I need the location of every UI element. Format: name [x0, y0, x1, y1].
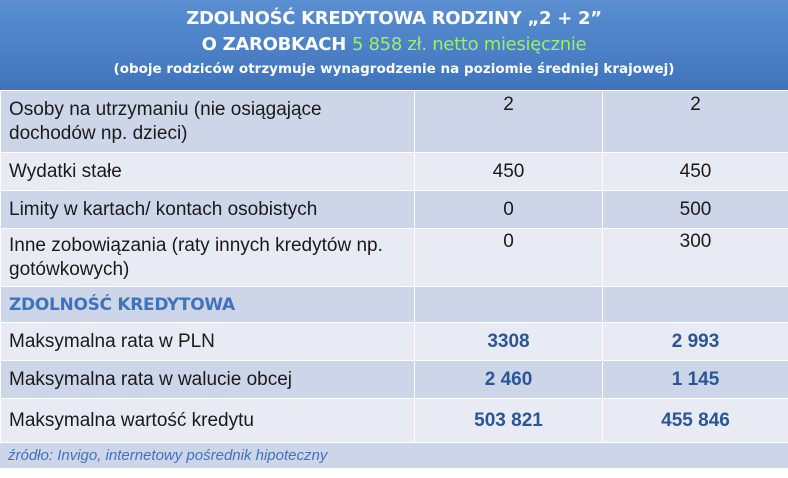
- source-note: źródło: Invigo, internetowy pośrednik hipoteczny: [0, 443, 788, 468]
- row-value-1: 503 821: [415, 399, 603, 443]
- row-value-2: 2: [603, 91, 788, 153]
- row-value-1: 3308: [415, 323, 603, 361]
- table-row: [1, 399, 788, 443]
- data-table: [0, 90, 788, 443]
- header-subtitle: [0, 32, 788, 58]
- row-value-1: 0: [415, 229, 603, 287]
- header-note: (oboje rodziców otrzymuje wynagrodzenie na poziomie średniej krajowej): [113, 61, 675, 77]
- table-row: [1, 153, 788, 191]
- header-subtitle-prefix: O ZAROBKACH: [201, 34, 346, 55]
- row-value-1: 2: [415, 91, 603, 153]
- header-title: ZDOLNOŚĆ KREDYTOWA RODZINY „2 + 2”: [186, 8, 602, 29]
- empty-cell: [415, 287, 603, 323]
- table-row: [1, 229, 788, 287]
- table-row: [1, 361, 788, 399]
- row-label: Limity w kartach/ kontach osobistych: [1, 191, 415, 229]
- table-row: [1, 191, 788, 229]
- row-label: Inne zobowiązania (raty innych kredytów np. gotówkowych): [1, 229, 415, 287]
- table-header: [0, 0, 788, 90]
- row-value-1: 0: [415, 191, 603, 229]
- row-label: Wydatki stałe: [1, 153, 415, 191]
- row-value-2: 300: [603, 229, 788, 287]
- section-label: ZDOLNOŚĆ KREDYTOWA: [1, 287, 415, 323]
- row-value-1: 450: [415, 153, 603, 191]
- row-label: Maksymalna rata w walucie obcej: [1, 361, 415, 399]
- row-value-2: 455 846: [603, 399, 788, 443]
- row-label: Maksymalna wartość kredytu: [1, 399, 415, 443]
- row-label: Osoby na utrzymaniu (nie osiągające dochodów np. dzieci): [1, 91, 415, 153]
- row-value-2: 500: [603, 191, 788, 229]
- section-row: [1, 287, 788, 323]
- row-value-1: 2 460: [415, 361, 603, 399]
- row-label: Maksymalna rata w PLN: [1, 323, 415, 361]
- empty-cell: [603, 287, 788, 323]
- table-row: [1, 91, 788, 153]
- table-row: [1, 323, 788, 361]
- header-income-amount: 5 858 zł. netto miesięcznie: [351, 34, 587, 55]
- row-value-2: 450: [603, 153, 788, 191]
- row-value-2: 1 145: [603, 361, 788, 399]
- row-value-2: 2 993: [603, 323, 788, 361]
